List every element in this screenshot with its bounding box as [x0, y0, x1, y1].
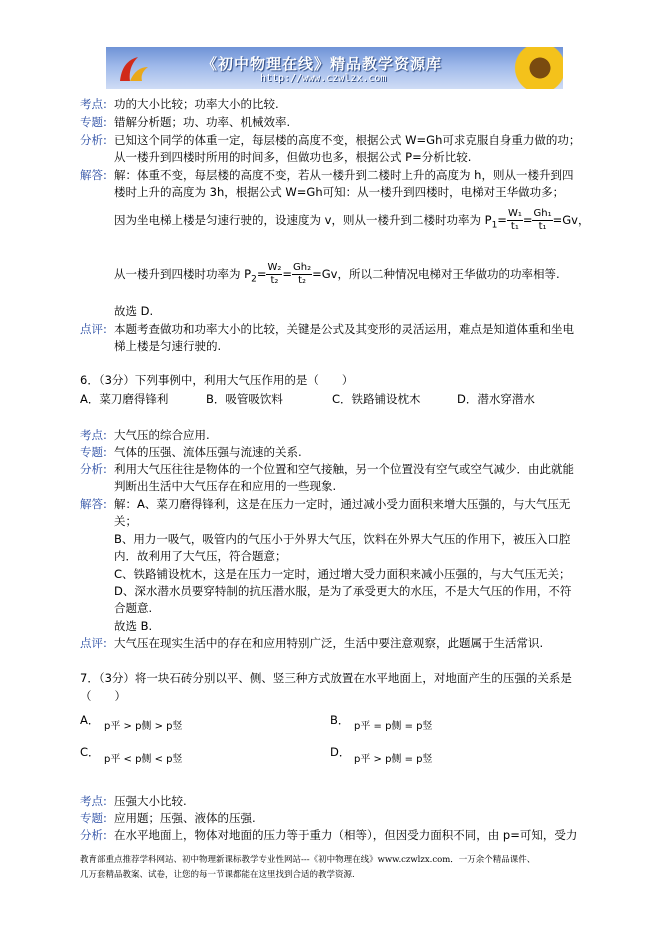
q7-option-c: p平 < p侧 < p竖	[104, 754, 183, 765]
sunflower-icon	[511, 47, 563, 89]
q7-kaodian: 考点: 压强大小比较.	[80, 794, 187, 808]
q6-option-b: B．吸管吸饮料	[206, 392, 283, 406]
q6-option-c: C．铁路铺设枕木	[332, 392, 421, 406]
q6-zhuanti: 专题: 气体的压强、流体压强与流速的关系.	[80, 445, 302, 459]
q6-stem: 6．（3分）下列事例中，利用大气压作用的是（ ）	[80, 373, 354, 387]
q5-dianping-2: 梯上楼是匀速行驶的.	[114, 339, 222, 353]
q7-option-a: p平 > p侧 > p竖	[104, 721, 183, 732]
q7-option-a-label: A．	[80, 713, 100, 727]
q6-jieda-4: 内．故利用了大气压，符合题意；	[114, 549, 287, 563]
q6-kaodian: 考点: 大气压的综合应用.	[80, 428, 210, 442]
q5-jieda-5: 故选 D.	[114, 304, 154, 318]
q6-jieda-5: C、铁路铺设枕木，这是在压力一定时，通过增大受力面积来减小压强的，与大气压无关；	[114, 567, 571, 581]
q6-jieda: 解答: 解：A、菜刀磨得锋利，这是在压力一定时，通过减小受力面积来增大压强的，与大气压无	[80, 497, 571, 511]
q5-fenxi-2: 从一楼升到四楼时所用的时间多，但做功也多，根据公式 P=分析比较.	[114, 150, 472, 164]
q7-fenxi: 分析: 在水平地面上，物体对地面的压力等于重力（相等），但因受力面积不同，由 p=可知，受力	[80, 828, 578, 842]
header-banner	[106, 47, 563, 89]
logo-icon	[116, 53, 150, 85]
q7-option-d-label: D．	[330, 745, 351, 759]
q7-stem: 7．（3分）将一块石砖分别以平、侧、竖三种方式放置在水平地面上，对地面产生的压强的关系是	[80, 671, 572, 685]
q7-zhuanti: 专题: 应用题；压强、液体的压强.	[80, 811, 256, 825]
q6-jieda-7: 合题意.	[114, 601, 153, 615]
q5-jieda: 解答: 解：体重不变，每层楼的高度不变，若从一楼升到二楼时上升的高度为 h，则从一楼升到四	[80, 168, 574, 182]
q5-zhuanti: 专题: 错解分析题；功、功率、机械效率.	[80, 115, 291, 129]
q6-jieda-2: 关；	[114, 514, 137, 528]
q7-stem-2: （ ）	[80, 689, 126, 703]
q6-jieda-3: B、用力一吸气，吸管内的气压小于外界大气压，饮料在外界大气压的作用下，被压入口腔	[114, 532, 571, 546]
q6-option-a: A．菜刀磨得锋利	[80, 392, 169, 406]
q6-dianping: 点评: 大气压在现实生活中的存在和应用特别广泛，生活中要注意观察，此题属于生活常识.	[80, 636, 544, 650]
q7-option-b: p平 = p侧 = p竖	[354, 721, 433, 732]
q5-jieda-2: 楼时上升的高度为 3h，根据公式 W=Gh可知：从一楼升到四楼时，电梯对王华做功多；	[114, 185, 565, 199]
q5-fenxi: 分析: 已知这个同学的体重一定，每层楼的高度不变，根据公式 W=Gh可求克服自身重力做的功；	[80, 133, 581, 147]
q7-option-c-label: C．	[80, 745, 100, 759]
footer-line-2: 几万套精品教案、试卷，让您的每一节课都能在这里找到合适的教学资源.	[80, 870, 355, 880]
q6-jieda-8: 故选 B.	[114, 619, 153, 633]
header-url: http://www.czwlzx.com	[260, 73, 387, 84]
q6-fenxi: 分析: 利用大气压往往是物体的一个位置和空气接触，另一个位置没有空气或空气减少．由此就能	[80, 462, 574, 476]
q5-jieda-4: 从一楼升到四楼时功率为 $P_2=$ $\frac{\text{W₂}}{\text{t₂}}$ = $\frac{\text{Gh₂}}{\text{t₂}}$ =Gv，所以二种情况电梯对王华做功的功率相等.	[114, 262, 560, 286]
page-footer	[80, 853, 600, 883]
q7-option-b-label: B．	[330, 713, 350, 727]
footer-line-1: 教育部重点推荐学科网站、初中物理新课标教学专业性网站---《初中物理在线》www.czwlzx.com．一万余个精品课件、	[80, 855, 536, 865]
q7-option-d: p平 > p侧 = p竖	[354, 754, 433, 765]
q5-dianping: 点评: 本题考查做功和功率大小的比较，关键是公式及其变形的灵活运用，难点是知道体重和坐电	[80, 322, 574, 336]
q6-fenxi-2: 判断出生活中大气压存在和应用的一些现象.	[114, 479, 337, 493]
q5-kaodian: 考点: 功的大小比较；功率大小的比较.	[80, 97, 279, 111]
q6-jieda-6: D、深水潜水员要穿特制的抗压潜水服，是为了承受更大的水压，不是大气压的作用，不符	[114, 584, 572, 598]
q6-option-d: D．潜水穿潜水	[457, 392, 535, 406]
q5-jieda-3: 因为坐电梯上楼是匀速行驶的，设速度为 v，则从一楼升到二楼时功率为 $P_1=$ $\frac{\text{W₁}}{\text{t₁}}$ = $\frac{\text{Gh₁}}{\text{t₁}}$ =Gv，	[114, 208, 590, 232]
header-title: 《初中物理在线》精品教学资源库	[202, 55, 443, 73]
